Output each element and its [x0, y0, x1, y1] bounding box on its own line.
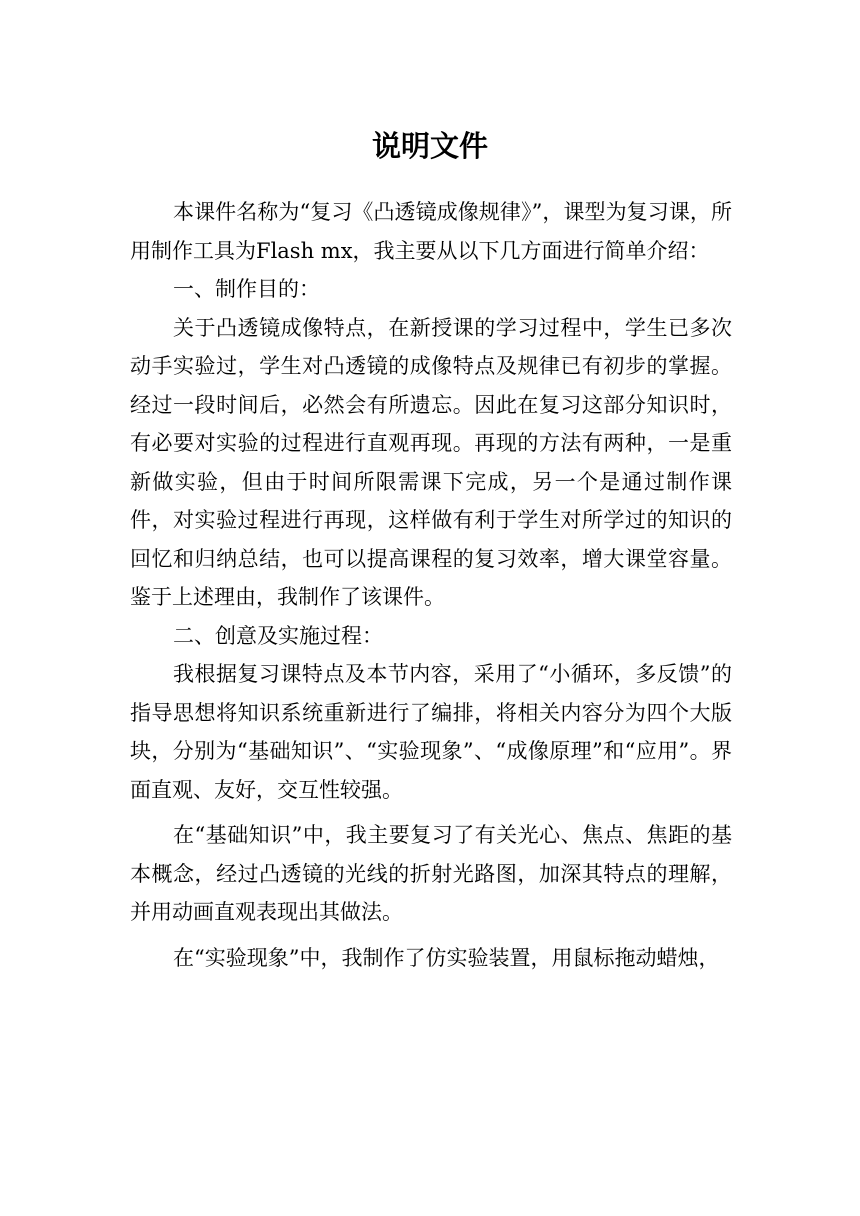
document-title: 说明文件 [371, 129, 488, 163]
paragraph-intro: 本课件名称为“复习《凸透镜成像规律》”，课型为复习课，所用制作工具为Flash mx，我主要从以下几方面进行简单介绍： [130, 200, 732, 263]
document-body [130, 193, 732, 977]
paragraph-experiment: 在“实验现象”中，我制作了仿实验装置，用鼠标拖动蜡烛， [173, 945, 720, 970]
section-heading-process: 二、创意及实施过程： [173, 623, 383, 648]
section-heading-purpose: 一、制作目的： [173, 277, 320, 301]
paragraph-purpose: 关于凸透镜成像特点，在新授课的学习过程中，学生已多次动手实验过，学生对凸透镜的成像特点及规律已有初步的掌握。经过一段时间后，必然会有所遗忘。因此在复习这部分知识时，有必要对实验的过程进行直观再现。再现的方法有两种，一是重新做实验，但由于时间所限需课下完成，另一个是通过制作课件，对实验过程进行再现，这样做有利于学生对所学过的知识的回忆和归纳总结，也可以提高课程的复习效率，增大课堂容量。鉴于上述理由，我制作了该课件。 [130, 315, 732, 609]
paragraph-basic-knowledge: 在“基础知识”中，我主要复习了有关光心、焦点、焦距的基本概念，经过凸透镜的光线的折射光路图，加深其特点的理解，并用动画直观表现出其做法。 [130, 823, 732, 924]
paragraph-process: 我根据复习课特点及本节内容，采用了“小循环，多反馈”的指导思想将知识系统重新进行了编排，将相关内容分为四个大版块，分别为“基础知识”、“实验现象”、“成像原理”和“应用”。界面直观、友好，交互性较强。 [130, 662, 732, 802]
